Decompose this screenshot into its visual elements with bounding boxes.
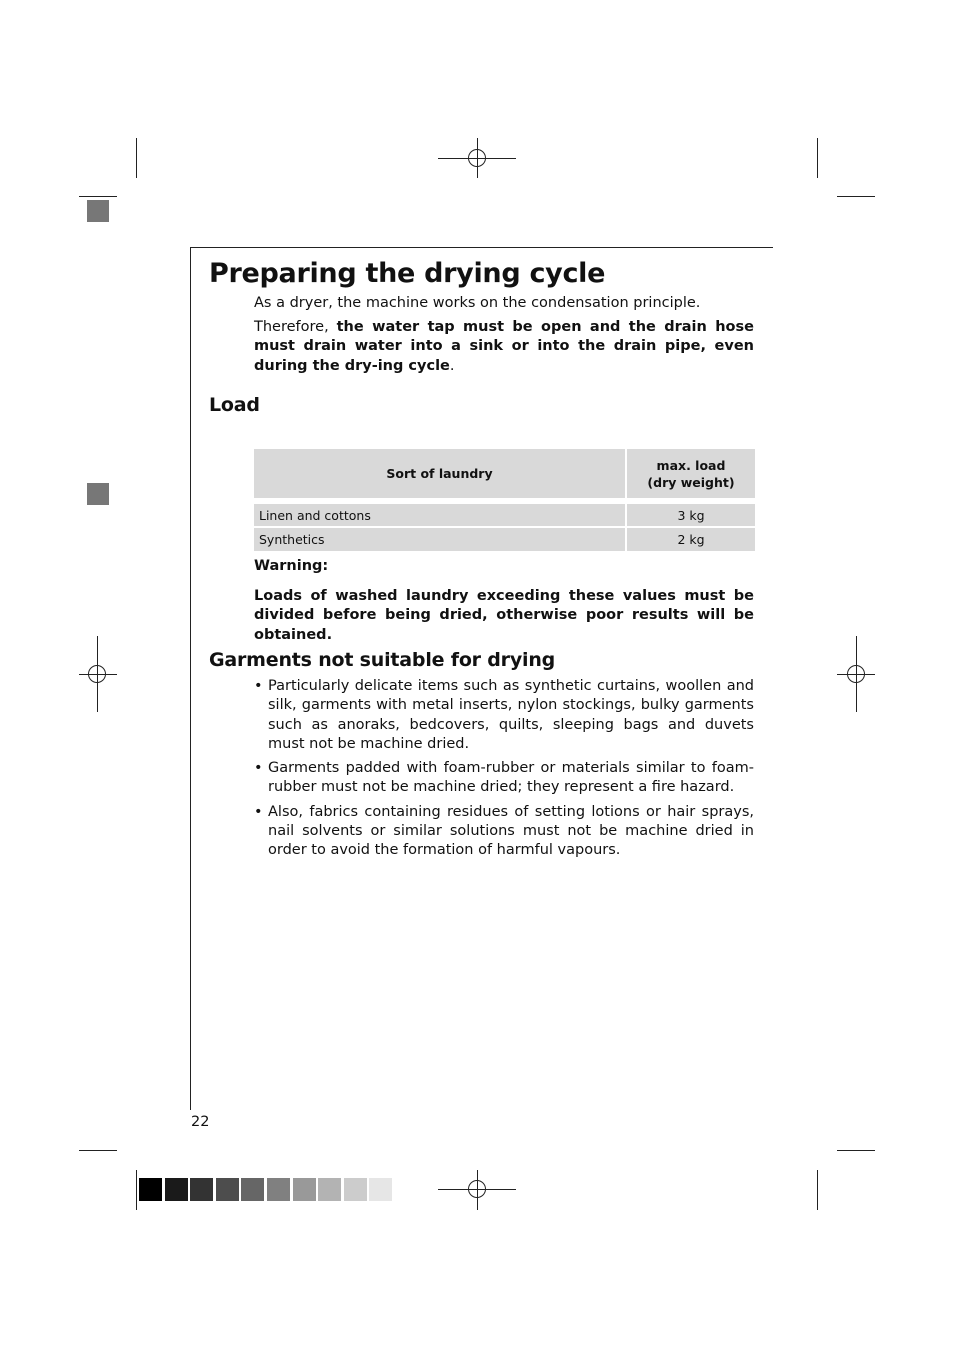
color-bar-swatch [165,1178,188,1201]
garments-list [254,677,754,866]
registration-target-icon [468,149,486,167]
table-cell-sort: Synthetics [259,532,325,547]
intro-p2-suffix: . [449,357,455,374]
garments-heading: Garments not suitable for drying [209,649,556,671]
load-heading: Load [209,394,260,416]
color-bar-swatch [139,1178,162,1201]
table-cell-load: 3 kg [677,507,705,523]
side-marker-middle [87,483,109,505]
page-title: Preparing the drying cycle [209,258,606,289]
table-header-sort [254,449,625,498]
table-header-load-line2: (dry weight) [647,474,735,490]
list-item: • Particularly delicate items such as synthetic curtains, woollen and silk, garments with metal inserts, nylon stockings, bulky garments such as anoraks, bedcovers, quilts, sleeping bags and duvets must not be machine dried. [254,677,754,754]
table-header-load [627,449,755,498]
color-bar-swatch [318,1178,341,1201]
color-bar-swatch [293,1178,316,1201]
color-bar-swatch [369,1178,392,1201]
warning-text: Loads of washed laundry exceeding these values must be divided before being dried, otherwise poor results will be obtained. [254,588,754,643]
table-row [254,528,625,551]
table-cell-load: 2 kg [677,532,705,547]
warning-label: Warning: [254,558,329,574]
color-bar-swatch [190,1178,213,1201]
color-bar-swatch [241,1178,264,1201]
color-bar-swatch [344,1178,367,1201]
table-header-load-line1: max. load [656,457,726,473]
intro-paragraph-2 [254,318,754,376]
intro-p2-prefix: Therefore, [254,319,337,335]
color-bar-swatch [216,1178,239,1201]
table-row [627,528,755,551]
page-frame-left-rule [190,247,191,1110]
side-marker-top [87,200,109,222]
list-item: • Garments padded with foam-rubber or materials similar to foam-rubber must not be machine dried; they represent a fire hazard. [254,759,754,798]
registration-target-icon [847,665,865,683]
table-row [254,504,625,526]
page-frame-top-rule [190,247,773,248]
table-cell-sort: Linen and cottons [259,507,371,523]
registration-target-icon [468,1180,486,1198]
table-header-sort-label: Sort of laundry [386,466,493,481]
registration-target-icon [88,665,106,683]
list-item: • Also, fabrics containing residues of setting lotions or hair sprays, nail solvents or similar solutions must not be machine dried in order to avoid the formation of harmful vapours. [254,803,754,861]
intro-paragraph-1: As a dryer, the machine works on the condensation principle. [254,295,701,311]
page-number: 22 [191,1114,210,1130]
intro-p2-bold: the water tap must be open and the drain hose must drain water into a sink or into the drain pipe, even during the dry-ing cycle [254,319,754,374]
color-bar-swatch [267,1178,290,1201]
table-row [627,504,755,526]
